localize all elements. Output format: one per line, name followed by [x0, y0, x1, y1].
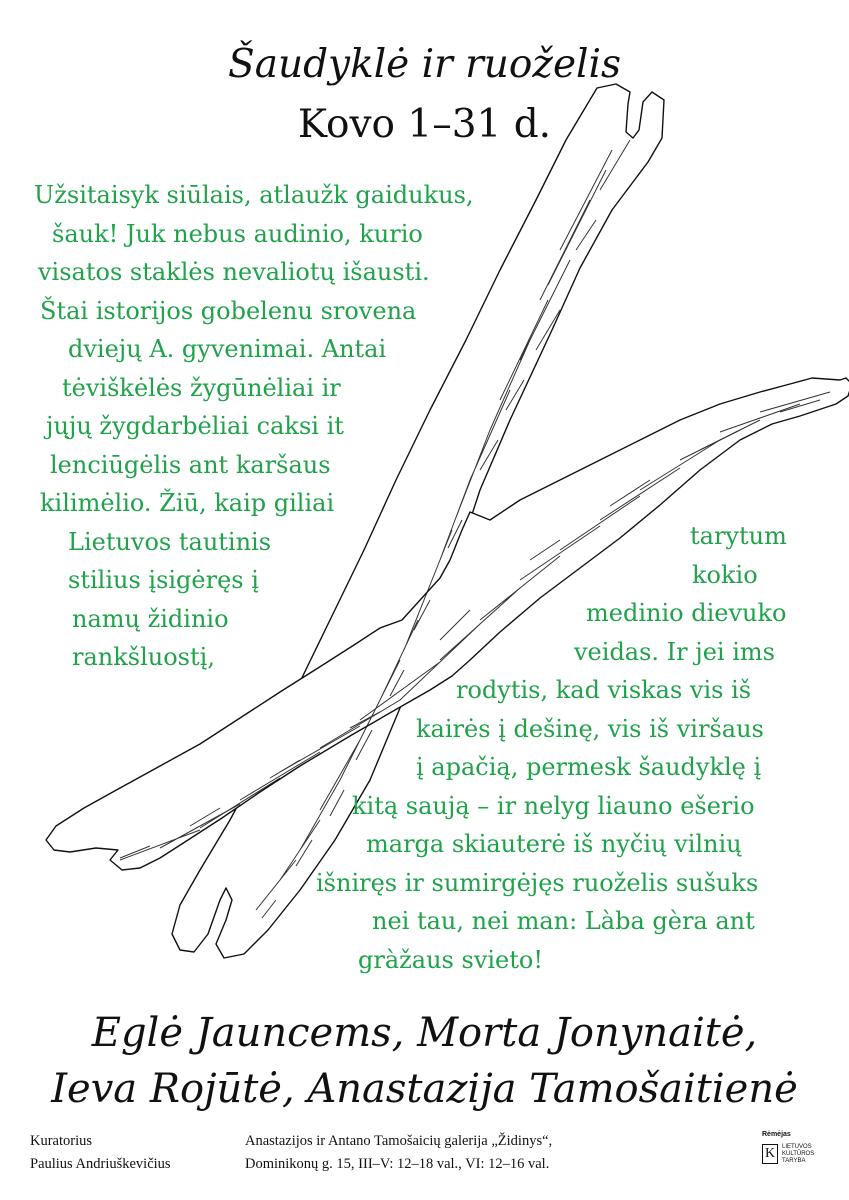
sponsor-logo: [762, 1144, 822, 1174]
description-line: gràžaus svieto!: [358, 945, 543, 974]
description-line: stilius įsigėręs į: [68, 566, 259, 594]
description-line: veidas. Ir jei ims: [574, 637, 775, 666]
logo-k-mark: K: [762, 1144, 778, 1164]
venue-line-1: Anastazijos ir Antano Tamošaicių galerija „Židinys“,: [245, 1133, 553, 1149]
exhibition-title: Šaudyklė ir ruoželis: [227, 42, 621, 87]
description-line: kilimėlio. Žiū, kaip giliai: [40, 489, 335, 517]
description-line: kitą saują – ir nelyg liauno ešerio: [352, 791, 755, 820]
description-line: nei tau, nei man: Làba gèra ant: [372, 907, 755, 935]
description-line: lenciūgėlis ant karšaus: [50, 450, 331, 479]
venue-line-2: Dominikonų g. 15, III–V: 12–18 val., VI: 12–16 val.: [245, 1156, 550, 1172]
description-line: medinio dievuko: [586, 599, 787, 627]
description-line: kairės į dešinę, vis iš viršaus: [416, 714, 764, 743]
artists-line-2: Ieva Rojūtė, Anastazija Tamošaitienė: [51, 1066, 798, 1112]
description-line: jųjų žygdarbėliai caksi it: [46, 412, 344, 440]
sponsor-label: Rėmėjas: [762, 1131, 791, 1138]
description-line: Štai istorijos gobelenu srovena: [40, 296, 417, 325]
description-line: Lietuvos tautinis: [68, 527, 272, 556]
curator-name: Paulius Andriuškevičius: [30, 1156, 171, 1172]
artists-line-1: Eglė Jauncems, Morta Jonynaitė,: [91, 1010, 758, 1056]
description-line: dviejų A. gyvenimai. Antai: [68, 335, 387, 363]
exhibition-dates: Kovo 1–31 d.: [297, 102, 552, 147]
description-line: rodytis, kad viskas vis iš: [456, 676, 752, 704]
description-line: tėviškėlės žygūnėliai ir: [62, 373, 341, 402]
description-line: namų židinio: [72, 604, 229, 633]
description-line: marga skiauterė iš nyčių vilnių: [366, 830, 742, 858]
description-line: rankšluostį,: [72, 643, 215, 671]
curator-label: Kuratorius: [30, 1133, 93, 1149]
description-line: į apačią, permesk šaudyklę į: [416, 753, 762, 781]
logo-text-line: LIETUVOS: [782, 1144, 812, 1150]
description-line: Užsitaisyk siūlais, atlaužk gaidukus,: [34, 181, 474, 209]
description-line: kokio: [692, 560, 758, 589]
description-line: visatos staklės nevaliotų išausti.: [38, 258, 430, 286]
logo-text-line: TARYBA: [782, 1158, 806, 1164]
description-line: išniręs ir sumirgėjęs ruoželis sušuks: [316, 868, 759, 897]
description-line: šauk! Juk nebus audinio, kurio: [52, 219, 423, 248]
description-line: tarytum: [690, 522, 787, 550]
logo-text-line: KULTŪROS: [782, 1151, 815, 1157]
